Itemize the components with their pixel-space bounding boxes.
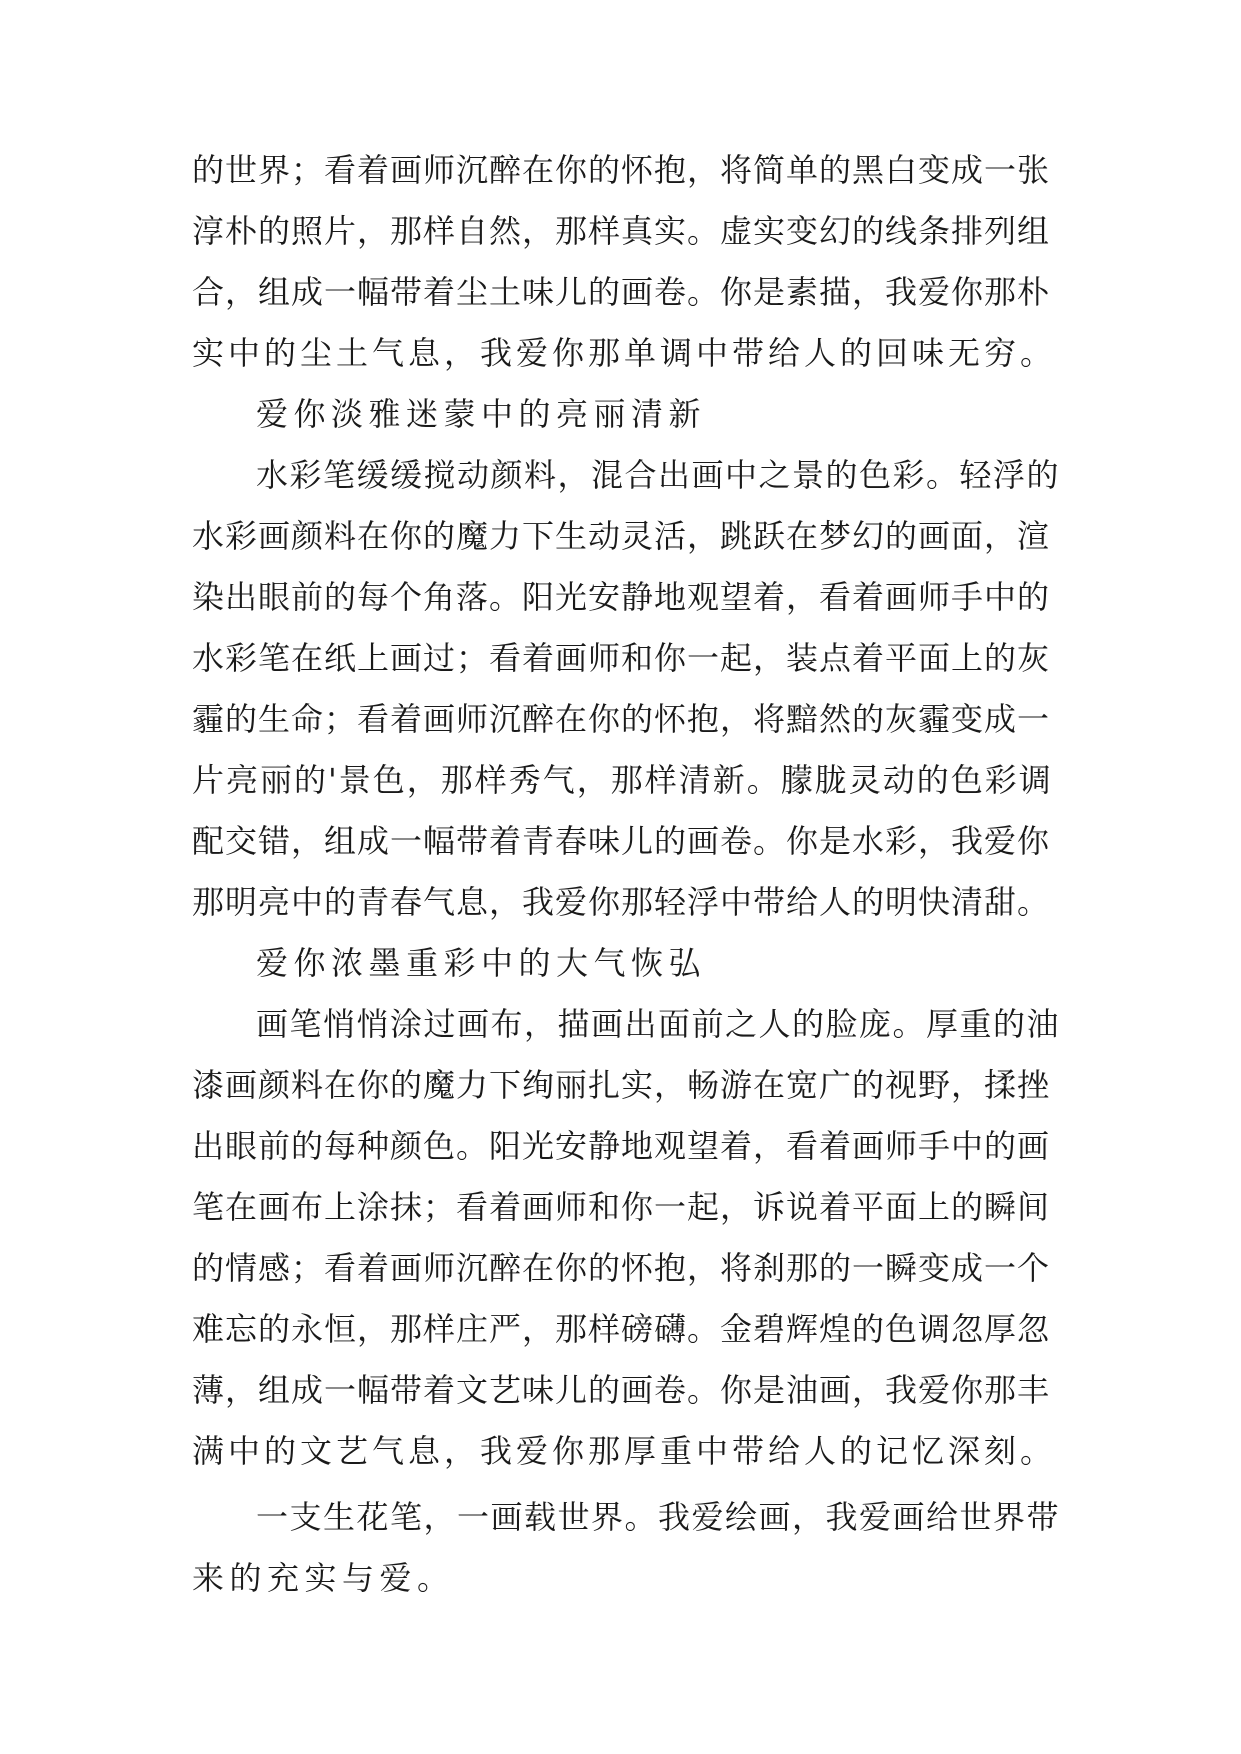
text-line: 那明亮中的青春气息，我爱你那轻浮中带给人的明快清甜。 [192, 883, 1051, 921]
text-line: 笔在画布上涂抹；看着画师和你一起，诉说着平面上的瞬间 [192, 1188, 1051, 1226]
text-line: 漆画颜料在你的魔力下绚丽扎实，畅游在宽广的视野，揉挫 [192, 1066, 1051, 1104]
section-heading: 爱你淡雅迷蒙中的亮丽清新 [256, 395, 707, 433]
text-line: 水彩画颜料在你的魔力下生动灵活，跳跃在梦幻的画面，渲 [192, 517, 1051, 555]
text-line: 淳朴的照片，那样自然，那样真实。虚实变幻的线条排列组 [192, 212, 1051, 250]
text-line: 合，组成一幅带着尘土味儿的画卷。你是素描，我爱你那朴 [192, 273, 1051, 311]
text-line: 霾的生命；看着画师沉醉在你的怀抱，将黯然的灰霾变成一 [192, 700, 1051, 738]
text-line: 满中的文艺气息，我爱你那厚重中带给人的记忆深刻。 [192, 1432, 1057, 1470]
text-line: 实中的尘土气息，我爱你那单调中带给人的回味无穷。 [192, 334, 1057, 372]
text-line: 水彩笔缓缓搅动颜料，混合出画中之景的色彩。轻浮的 [256, 456, 1061, 494]
text-line: 片亮丽的'景色，那样秀气，那样清新。朦胧灵动的色彩调 [192, 761, 1053, 799]
text-line: 水彩笔在纸上画过；看着画师和你一起，装点着平面上的灰 [192, 639, 1051, 677]
text-line: 来的充实与爱。 [192, 1559, 455, 1597]
section-heading: 爱你浓墨重彩中的大气恢弘 [256, 944, 707, 982]
text-line: 的情感；看着画师沉醉在你的怀抱，将刹那的一瞬变成一个 [192, 1249, 1051, 1287]
text-line: 配交错，组成一幅带着青春味儿的画卷。你是水彩，我爱你 [192, 822, 1051, 860]
text-line: 画笔悄悄涂过画布，描画出面前之人的脸庞。厚重的油 [256, 1005, 1061, 1043]
text-line: 一支生花笔，一画载世界。我爱绘画，我爱画给世界带 [256, 1498, 1061, 1536]
text-line: 的世界；看着画师沉醉在你的怀抱，将简单的黑白变成一张 [192, 151, 1051, 189]
text-line: 染出眼前的每个角落。阳光安静地观望着，看着画师手中的 [192, 578, 1051, 616]
text-line: 薄，组成一幅带着文艺味儿的画卷。你是油画，我爱你那丰 [192, 1371, 1051, 1409]
text-line: 难忘的永恒，那样庄严，那样磅礴。金碧辉煌的色调忽厚忽 [192, 1310, 1051, 1348]
text-line: 出眼前的每种颜色。阳光安静地观望着，看着画师手中的画 [192, 1127, 1051, 1165]
